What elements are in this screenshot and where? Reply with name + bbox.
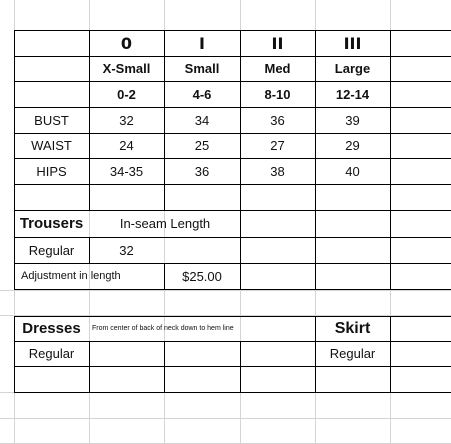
size-range-cell[interactable]: 4-6 bbox=[192, 86, 212, 102]
measurement-value-cell[interactable]: 29 bbox=[345, 138, 360, 153]
size-name-cell[interactable]: X-Small bbox=[102, 61, 151, 76]
inseam-label-cell[interactable]: In-seam Length bbox=[119, 216, 211, 231]
size-numeral-cell[interactable]: III bbox=[343, 33, 362, 53]
size-name-cell[interactable]: Small bbox=[184, 61, 220, 76]
measurement-value-cell[interactable]: 38 bbox=[270, 163, 285, 179]
measurement-value-cell[interactable]: 32 bbox=[119, 112, 134, 128]
size-numeral-cell[interactable]: I bbox=[199, 33, 205, 53]
size-range-cell[interactable]: 0-2 bbox=[117, 86, 136, 102]
table-border bbox=[14, 366, 451, 367]
size-name-cell[interactable]: Large bbox=[334, 61, 371, 76]
table-border bbox=[14, 392, 451, 393]
size-name-cell[interactable]: Med bbox=[264, 61, 291, 76]
measurement-label-cell[interactable]: HIPS bbox=[36, 163, 67, 179]
measurement-value-cell[interactable]: 39 bbox=[345, 112, 360, 128]
size-numeral-cell[interactable]: II bbox=[271, 33, 284, 53]
size-numeral-cell[interactable]: 0 bbox=[120, 33, 133, 53]
trousers-title-cell[interactable]: Trousers bbox=[19, 215, 84, 232]
skirt-title-cell[interactable]: Skirt bbox=[334, 319, 371, 337]
table-border bbox=[89, 341, 90, 393]
trousers-regular-value-cell[interactable]: 32 bbox=[119, 242, 134, 258]
table-border bbox=[14, 289, 451, 290]
size-range-cell[interactable]: 8-10 bbox=[264, 86, 291, 102]
table-border bbox=[14, 184, 451, 185]
skirt-regular-label-cell[interactable]: Regular bbox=[329, 346, 376, 361]
dresses-note-cell[interactable]: From center of back of neck down to hem line bbox=[92, 325, 234, 332]
measurement-value-cell[interactable]: 27 bbox=[270, 138, 285, 153]
measurement-label-cell[interactable]: BUST bbox=[34, 112, 69, 128]
dresses-regular-label-cell[interactable]: Regular bbox=[28, 346, 75, 361]
measurement-value-cell[interactable]: 34-35 bbox=[109, 163, 144, 179]
trousers-regular-label-cell[interactable]: Regular bbox=[28, 242, 75, 258]
measurement-value-cell[interactable]: 40 bbox=[345, 163, 360, 179]
measurement-value-cell[interactable]: 36 bbox=[270, 112, 285, 128]
grid-line bbox=[0, 290, 451, 291]
table-border bbox=[240, 341, 241, 393]
table-border bbox=[390, 316, 391, 393]
measurement-label-cell[interactable]: WAIST bbox=[31, 138, 72, 153]
table-border bbox=[164, 341, 165, 393]
dresses-title-cell[interactable]: Dresses bbox=[22, 320, 81, 337]
adjustment-price-cell[interactable]: $25.00 bbox=[182, 268, 222, 284]
adjustment-label-cell[interactable]: Adjustment in length bbox=[21, 270, 121, 282]
grid-line bbox=[0, 418, 451, 419]
measurement-value-cell[interactable]: 36 bbox=[194, 163, 210, 179]
measurement-value-cell[interactable]: 34 bbox=[194, 112, 210, 128]
measurement-value-cell[interactable]: 24 bbox=[119, 138, 134, 153]
table-border bbox=[390, 30, 391, 290]
measurement-value-cell[interactable]: 25 bbox=[194, 138, 210, 153]
size-range-cell[interactable]: 12-14 bbox=[335, 86, 370, 102]
